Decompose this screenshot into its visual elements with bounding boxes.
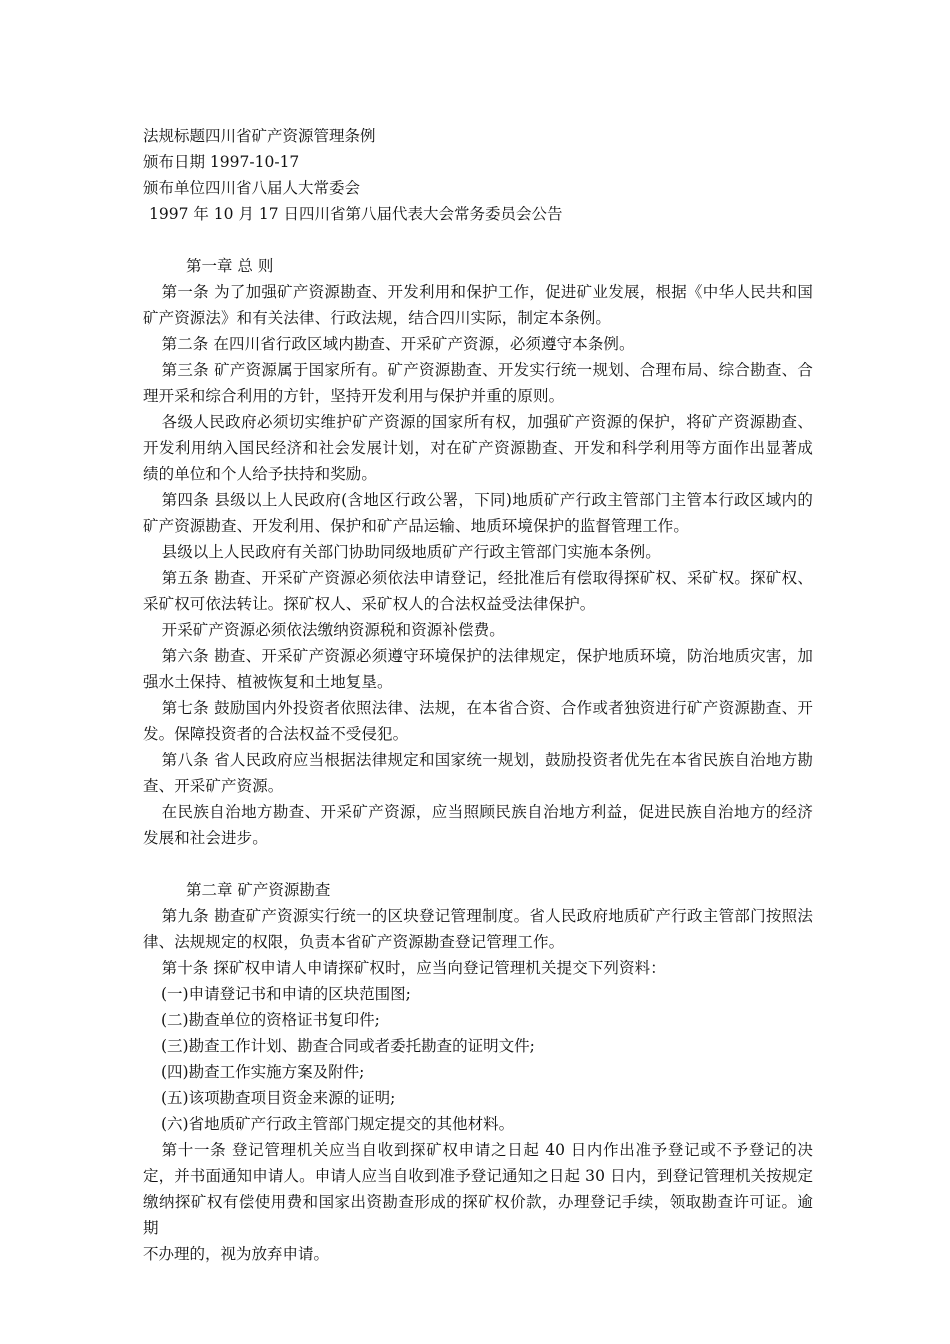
paragraph: 第十条 探矿权申请人申请探矿权时，应当向登记管理机关提交下列资料： bbox=[161, 959, 666, 977]
law-title-line: 法规标题四川省矿产资源管理条例 bbox=[143, 127, 376, 145]
list-item: (五)该项勘查项目资金来源的证明; bbox=[161, 1089, 396, 1107]
paragraph: 第二条 在四川省行政区域内勘查、开采矿产资源，必须遵守本条例。 bbox=[161, 335, 635, 353]
paragraph: 第一条 为了加强矿产资源勘查、开发利用和保护工作，促进矿业发展，根据《中华人民共和国矿产资源法》和有关法律、行政法规，结合四川实际，制定本条例。 bbox=[143, 283, 813, 327]
paragraph: 第七条 鼓励国内外投资者依照法律、法规，在本省合资、合作或者独资进行矿产资源勘查、开发。保障投资者的合法权益不受侵犯。 bbox=[143, 699, 813, 743]
paragraph: 第六条 勘查、开采矿产资源必须遵守环境保护的法律规定，保护地质环境，防治地质灾害，加强水土保持、植被恢复和土地复垦。 bbox=[143, 647, 813, 691]
list-item: (四)勘查工作实施方案及附件; bbox=[161, 1063, 365, 1081]
chapter-heading: 第二章 矿产资源勘查 bbox=[186, 881, 331, 899]
paragraph: 第九条 勘查矿产资源实行统一的区块登记管理制度。省人民政府地质矿产行政主管部门按照法律、法规规定的权限，负责本省矿产资源勘查登记管理工作。 bbox=[143, 907, 813, 951]
spacer bbox=[143, 851, 813, 877]
paragraph-tail: 不办理的，视为放弃申请。 bbox=[143, 1245, 330, 1263]
paragraph: 第八条 省人民政府应当根据法律规定和国家统一规划，鼓励投资者优先在本省民族自治地方勘查、开采矿产资源。 bbox=[143, 751, 813, 795]
issuer-line: 颁布单位四川省八届人大常委会 bbox=[143, 179, 361, 197]
list-item: (一)申请登记书和申请的区块范围图; bbox=[161, 985, 411, 1003]
list-item: (二)勘查单位的资格证书复印件; bbox=[161, 1011, 380, 1029]
paragraph: 各级人民政府必须切实维护矿产资源的国家所有权，加强矿产资源的保护，将矿产资源勘查、开发利用纳入国民经济和社会发展计划，对在矿产资源勘查、开发和科学利用等方面作出显著成绩的单位和个人给予扶持和奖励。 bbox=[143, 413, 813, 483]
paragraph: 在民族自治地方勘查、开采矿产资源，应当照顾民族自治地方利益，促进民族自治地方的经济发展和社会进步。 bbox=[143, 803, 813, 847]
paragraph: 开采矿产资源必须依法缴纳资源税和资源补偿费。 bbox=[161, 621, 505, 639]
paragraph: 第十一条 登记管理机关应当自收到探矿权申请之日起 40 日内作出准予登记或不予登记的决定，并书面通知申请人。申请人应当自收到准予登记通知之日起 30 日内，到登记管理机关按规定缴纳探矿权有偿使用费和国家出资勘查形成的探矿权价款，办理登记手续，领取勘查许可证。逾期 bbox=[143, 1141, 813, 1237]
paragraph: 第五条 勘查、开采矿产资源必须依法申请登记，经批准后有偿取得探矿权、采矿权。探矿权、采矿权可依法转让。探矿权人、采矿权人的合法权益受法律保护。 bbox=[143, 569, 813, 613]
paragraph: 第三条 矿产资源属于国家所有。矿产资源勘查、开发实行统一规划、合理布局、综合勘查、合理开采和综合利用的方针，坚持开发利用与保护并重的原则。 bbox=[143, 361, 813, 405]
announcement-line: 1997 年 10 月 17 日四川省第八届代表大会常务委员会公告 bbox=[149, 205, 563, 223]
chapter-heading: 第一章 总 则 bbox=[186, 257, 274, 275]
paragraph: 县级以上人民政府有关部门协助同级地质矿产行政主管部门实施本条例。 bbox=[161, 543, 661, 561]
issue-date-line: 颁布日期 1997-10-17 bbox=[143, 153, 300, 171]
list-item: (三)勘查工作计划、勘查合同或者委托勘查的证明文件; bbox=[161, 1037, 535, 1055]
paragraph: 第四条 县级以上人民政府(含地区行政公署，下同)地质矿产行政主管部门主管本行政区域内的矿产资源勘查、开发利用、保护和矿产品运输、地质环境保护的监督管理工作。 bbox=[143, 491, 813, 535]
document-body bbox=[143, 123, 813, 1267]
spacer bbox=[143, 227, 813, 253]
list-item: (六)省地质矿产行政主管部门规定提交的其他材料。 bbox=[161, 1115, 515, 1133]
